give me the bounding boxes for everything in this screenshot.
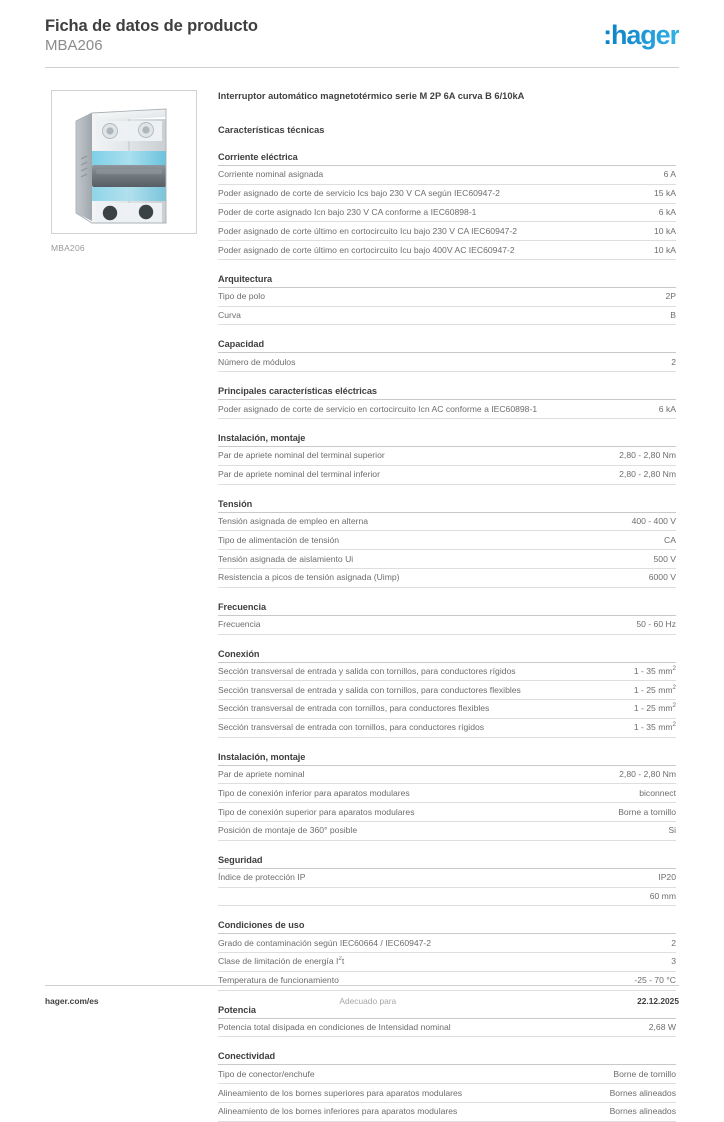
- spec-label: Par de apriete nominal del terminal inferior: [218, 469, 380, 480]
- spec-label: Sección transversal de entrada con tornillos, para conductores flexibles: [218, 703, 490, 714]
- spec-label: Índice de protección IP: [218, 872, 306, 883]
- spec-value: 2,80 - 2,80 Nm: [619, 469, 676, 480]
- spec-group: [218, 152, 676, 260]
- spec-value: Borne a tornillo: [618, 806, 676, 817]
- hager-logo: :hager: [603, 20, 679, 50]
- spec-label: Tipo de polo: [218, 291, 265, 302]
- spec-row: [218, 353, 676, 372]
- spec-row: [218, 185, 676, 204]
- spec-value: 500 V: [653, 553, 676, 564]
- spec-group-title: Corriente eléctrica: [218, 152, 676, 166]
- spec-label: Sección transversal de entrada con tornillos, para conductores rígidos: [218, 722, 485, 733]
- spec-row: [218, 681, 676, 700]
- spec-value: Si: [668, 825, 676, 836]
- spec-row: [218, 307, 676, 326]
- spec-group: [218, 499, 676, 588]
- spec-label: Potencia total disipada en condiciones de Intensidad nominal: [218, 1022, 451, 1033]
- spec-row: [218, 616, 676, 635]
- spec-group: [218, 386, 676, 419]
- spec-row: [218, 288, 676, 307]
- spec-row: [218, 241, 676, 260]
- spec-value: CA: [664, 534, 676, 545]
- spec-label: Tipo de conexión inferior para aparatos modulares: [218, 787, 410, 798]
- spec-label: Clase de limitación de energía $I^2t$: [218, 956, 345, 967]
- spec-row: [218, 1084, 676, 1103]
- spec-label: Sección transversal de entrada y salida con tornillos, para conductores rígidos: [218, 665, 516, 676]
- spec-row: [218, 569, 676, 588]
- spec-value: 400 - 400 V: [631, 515, 676, 526]
- page-title: Ficha de datos de producto: [45, 17, 258, 35]
- spec-label: Temperatura de funcionamiento: [218, 975, 339, 986]
- spec-row: [218, 222, 676, 241]
- spec-value: 2,68 W: [648, 1022, 676, 1033]
- spec-group: [218, 602, 676, 635]
- spec-row: [218, 822, 676, 841]
- spec-row: [218, 869, 676, 888]
- spec-group-title: Condiciones de uso: [218, 920, 676, 934]
- spec-value: 60 mm: [649, 890, 676, 901]
- spec-group: [218, 274, 676, 326]
- spec-group: [218, 1005, 676, 1038]
- spec-label: Grado de contaminación según IEC60664 / IEC60947-2: [218, 937, 432, 948]
- spec-value: 10 kA: [654, 225, 676, 236]
- spec-value: 6 kA: [658, 206, 676, 217]
- spec-row: [218, 447, 676, 466]
- spec-label: Número de módulos: [218, 356, 296, 367]
- spec-label: Tipo de alimentación de tensión: [218, 534, 340, 545]
- spec-value: 15 kA: [654, 188, 676, 199]
- product-description: Interruptor automático magnetotérmico serie M 2P 6A curva B 6/10kA: [218, 91, 525, 101]
- spec-row: [218, 766, 676, 785]
- spec-row: [218, 466, 676, 485]
- page-header: [45, 16, 679, 64]
- spec-value: 1 - 25 $mm^2$: [633, 683, 676, 695]
- header-divider: [45, 67, 679, 68]
- spec-value: IP20: [658, 872, 676, 883]
- spec-row: [218, 803, 676, 822]
- spec-group-title: Conectividad: [218, 1051, 676, 1065]
- spec-row: [218, 972, 676, 991]
- spec-value: 2: [671, 356, 676, 367]
- circuit-breaker-image: [70, 99, 182, 229]
- spec-label: Alineamiento de los bornes inferiores para aparatos modulares: [218, 1106, 458, 1117]
- spec-value: 1 - 35 $mm^2$: [633, 665, 676, 676]
- spec-value: B: [670, 310, 676, 321]
- page-footer: [45, 996, 679, 1006]
- spec-label: Par de apriete nominal del terminal superior: [218, 450, 385, 461]
- spec-group-title: Instalación, montaje: [218, 433, 676, 447]
- spec-label: Resistencia a picos de tensión asignada (Uimp): [218, 572, 400, 583]
- product-image-caption: MBA206: [51, 243, 85, 253]
- spec-value: 2,80 - 2,80 Nm: [619, 769, 676, 780]
- spec-value: 6 A: [663, 169, 676, 180]
- spec-label: Alineamiento de los bornes superiores para aparatos modulares: [218, 1087, 463, 1098]
- spec-group: [218, 433, 676, 485]
- spec-value: Borne de tornillo: [613, 1068, 676, 1079]
- spec-value: Bornes alineados: [609, 1106, 676, 1117]
- spec-row: [218, 204, 676, 223]
- footer-note: Adecuado para: [339, 996, 397, 1006]
- spec-value: 1 - 25 $mm^2$: [633, 702, 676, 714]
- specifications-content: [218, 90, 676, 1122]
- spec-label: Tensión asignada de aislamiento Ui: [218, 553, 354, 564]
- spec-label: Poder asignado de corte último en cortocircuito Icu bajo 400V AC IEC60947-2: [218, 244, 515, 255]
- spec-label: Poder asignado de corte de servicio en cortocircuito Icn AC conforme a IEC60898-1: [218, 403, 538, 414]
- spec-label: Poder asignado de corte último en cortocircuito Icu bajo 230 V CA IEC60947-2: [218, 225, 518, 236]
- spec-group: [218, 1051, 676, 1121]
- spec-group-title: Capacidad: [218, 339, 676, 353]
- spec-row: [218, 784, 676, 803]
- spec-group: [218, 649, 676, 738]
- spec-group-title: Instalación, montaje: [218, 752, 676, 766]
- spec-row: [218, 663, 676, 682]
- spec-value: 2: [671, 937, 676, 948]
- spec-row: [218, 550, 676, 569]
- spec-value: 6000 V: [648, 572, 676, 583]
- spec-value: 2P: [665, 291, 676, 302]
- technical-characteristics-heading: Características técnicas: [218, 125, 325, 135]
- spec-group: [218, 339, 676, 372]
- spec-value: 50 - 60 Hz: [636, 619, 676, 630]
- spec-row: [218, 1019, 676, 1038]
- spec-value: 6 kA: [658, 403, 676, 414]
- spec-row: [218, 166, 676, 185]
- footer-website[interactable]: hager.com/es: [45, 996, 99, 1006]
- product-figure: [51, 90, 199, 253]
- spec-value: Bornes alineados: [609, 1087, 676, 1098]
- spec-value: -25 - 70 °C: [634, 975, 676, 986]
- spec-label: Tipo de conexión superior para aparatos modulares: [218, 806, 415, 817]
- spec-value: biconnect: [639, 787, 676, 798]
- spec-row: [218, 700, 676, 719]
- spec-value: 10 kA: [654, 244, 676, 255]
- spec-value: 2,80 - 2,80 Nm: [619, 450, 676, 461]
- spec-group-title: Frecuencia: [218, 602, 676, 616]
- spec-row: [218, 1065, 676, 1084]
- spec-row: [218, 400, 676, 419]
- spec-group: [218, 920, 676, 990]
- spec-row: [218, 513, 676, 532]
- spec-row: [218, 934, 676, 953]
- spec-value: 1 - 35 $mm^2$: [633, 721, 676, 733]
- spec-label: Tipo de conector/enchufe: [218, 1068, 315, 1079]
- spec-value: 3: [671, 956, 676, 967]
- spec-label: Tensión asignada de empleo en alterna: [218, 515, 369, 526]
- spec-row: [218, 888, 676, 907]
- product-reference: MBA206: [45, 37, 103, 54]
- spec-row: [218, 531, 676, 550]
- spec-group-title: Tensión: [218, 499, 676, 513]
- footer-divider: [45, 985, 679, 986]
- spec-label: Curva: [218, 310, 241, 321]
- footer-date: 22.12.2025: [637, 996, 679, 1006]
- spec-label: Frecuencia: [218, 619, 261, 630]
- spec-row: [218, 1103, 676, 1122]
- spec-row: [218, 953, 676, 972]
- spec-label: Poder de corte asignado Icn bajo 230 V CA conforme a IEC60898-1: [218, 206, 477, 217]
- spec-label: Sección transversal de entrada y salida con tornillos, para conductores flexibles: [218, 684, 521, 695]
- spec-row: [218, 719, 676, 738]
- spec-group-title: Arquitectura: [218, 274, 676, 288]
- spec-group: [218, 752, 676, 841]
- product-image-frame: [51, 90, 197, 234]
- spec-groups-container: [218, 152, 676, 1122]
- spec-group-title: Principales características eléctricas: [218, 386, 676, 400]
- spec-group-title: Potencia: [218, 1005, 676, 1019]
- spec-label: Poder asignado de corte de servicio Ics bajo 230 V CA según IEC60947-2: [218, 188, 500, 199]
- spec-label: Posición de montaje de 360° posible: [218, 825, 358, 836]
- spec-label: Par de apriete nominal: [218, 769, 305, 780]
- spec-group: [218, 855, 676, 907]
- spec-group-title: Conexión: [218, 649, 676, 663]
- spec-group-title: Seguridad: [218, 855, 676, 869]
- spec-label: Corriente nominal asignada: [218, 169, 324, 180]
